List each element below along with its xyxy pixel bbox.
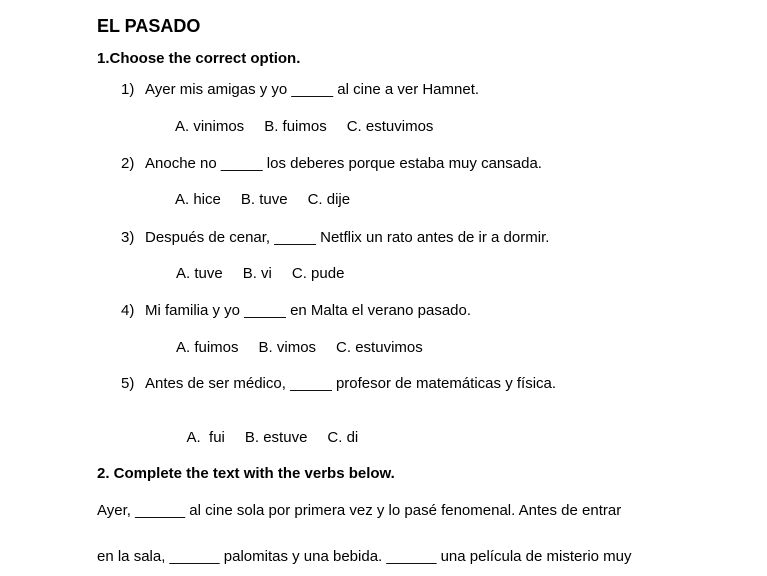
section-2-heading: 2. Complete the text with the verbs below. (97, 465, 395, 482)
question-2 (121, 155, 542, 172)
option-c: C. estuvimos (336, 339, 423, 356)
question-text: Antes de ser médico, _____ profesor de matemáticas y física. (145, 375, 557, 392)
question-number: 5) (121, 375, 135, 392)
option-c: C. di (327, 429, 359, 446)
question-4 (121, 302, 471, 319)
option-b: B. estuve (244, 429, 308, 446)
option-c: C. pude (291, 265, 345, 282)
option-a: A. fuimos (176, 339, 239, 356)
question-text: Después de cenar, _____ Netflix un rato antes de ir a dormir. (145, 229, 550, 246)
question-text: Anoche no _____ los deberes porque estaba muy cansada. (145, 155, 542, 172)
question-3 (121, 229, 549, 246)
question-3-options (176, 265, 364, 282)
question-number: 2) (121, 155, 135, 172)
question-number: 1) (121, 81, 135, 98)
option-b: B. vi (242, 265, 272, 282)
option-c: C. estuvimos (346, 118, 434, 135)
question-number: 3) (121, 229, 135, 246)
question-2-options (175, 191, 370, 208)
option-b: B. fuimos (264, 118, 327, 135)
paragraph-line-2: en la sala, ______ palomitas y una bebida. ______ una película de misterio muy (97, 548, 632, 565)
page-title: EL PASADO (97, 16, 201, 36)
question-1-options (175, 118, 453, 135)
paragraph-line-1: Ayer, ______ al cine sola por primera vez y lo pasé fenomenal. Antes de entrar (97, 502, 622, 519)
option-c: C. dije (307, 191, 351, 208)
question-5-options (179, 412, 378, 446)
option-a: A. fui (186, 429, 225, 446)
question-1 (121, 81, 479, 98)
option-a: A. hice (175, 191, 221, 208)
section-1-heading: 1.Choose the correct option. (97, 50, 301, 67)
question-4-options (176, 339, 443, 356)
question-text: Mi familia y yo _____ en Malta el verano pasado. (145, 302, 472, 319)
question-text: Ayer mis amigas y yo _____ al cine a ver Hamnet. (145, 81, 480, 98)
option-b: B. tuve (240, 191, 288, 208)
option-b: B. vimos (258, 339, 317, 356)
option-a: A. tuve (176, 265, 223, 282)
option-a: A. vinimos (175, 118, 245, 135)
question-number: 4) (121, 302, 135, 319)
question-5 (121, 375, 556, 392)
